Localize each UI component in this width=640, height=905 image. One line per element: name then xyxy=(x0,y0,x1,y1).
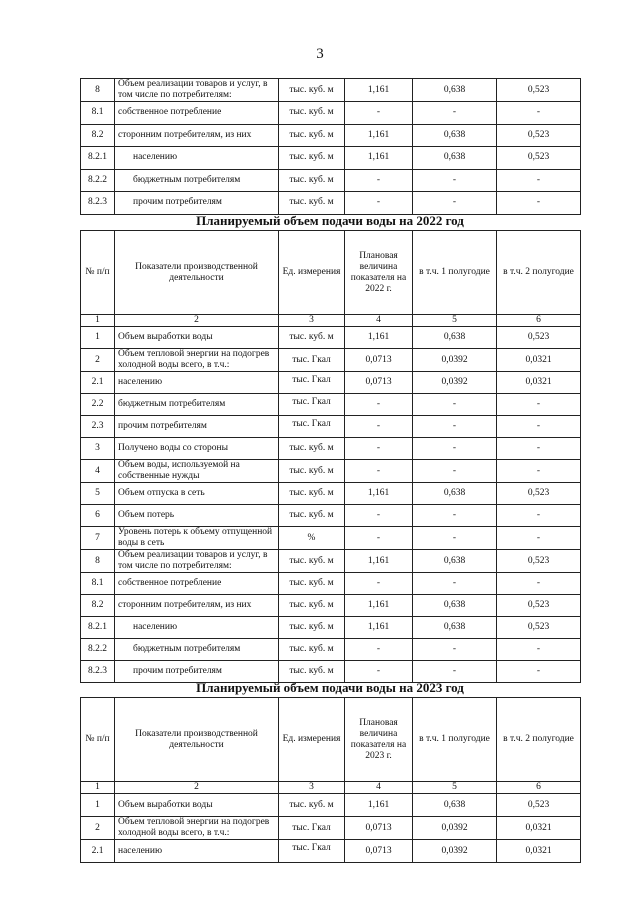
row-unit: тыс. куб. м xyxy=(279,505,345,527)
row-indicator: собственное потребление xyxy=(115,573,279,595)
colnum: 3 xyxy=(279,315,345,327)
row-half2-value: - xyxy=(497,527,581,550)
row-half2-value: 0,523 xyxy=(497,327,581,349)
row-half2-value: - xyxy=(497,416,581,438)
row-half1-value: - xyxy=(413,192,497,215)
row-half1-value: - xyxy=(413,505,497,527)
row-half1-value: 0,638 xyxy=(413,79,497,102)
row-number: 8.2.1 xyxy=(81,147,115,170)
table-row xyxy=(81,460,581,483)
row-plan-value: - xyxy=(345,527,413,550)
row-unit: тыс. куб. м xyxy=(279,169,345,192)
row-indicator: Получено воды со стороны xyxy=(115,438,279,460)
header-indicator: Показатели производственной деятельности xyxy=(115,698,279,782)
row-half1-value: 0,638 xyxy=(413,327,497,349)
row-plan-value: 0,0713 xyxy=(345,817,413,840)
header-no: № п/п xyxy=(81,698,115,782)
row-half1-value: - xyxy=(413,416,497,438)
table-2023 xyxy=(80,697,581,863)
row-number: 3 xyxy=(81,438,115,460)
row-half1-value: 0,0392 xyxy=(413,349,497,372)
table-row xyxy=(81,505,581,527)
row-indicator: населению xyxy=(115,840,279,863)
row-indicator: Уровень потерь к объему отпущенной воды в сеть xyxy=(115,527,279,550)
table-2023-body xyxy=(81,698,581,863)
row-indicator: бюджетным потребителям xyxy=(115,639,279,661)
header-half1: в т.ч. 1 полугодие xyxy=(413,231,497,315)
row-unit: % xyxy=(279,527,345,550)
row-half2-value: - xyxy=(497,438,581,460)
table-row xyxy=(81,595,581,617)
row-number: 2.2 xyxy=(81,394,115,416)
row-number: 6 xyxy=(81,505,115,527)
table-row xyxy=(81,349,581,372)
row-indicator: населению xyxy=(115,617,279,639)
table-row xyxy=(81,372,581,394)
header-half2: в т.ч. 2 полугодие xyxy=(497,698,581,782)
row-unit: тыс. Гкал xyxy=(279,817,345,840)
row-plan-value: 1,161 xyxy=(345,79,413,102)
row-half1-value: 0,638 xyxy=(413,483,497,505)
row-indicator: Объем выработки воды xyxy=(115,794,279,817)
header-plan: Плановая величина показателя на 2023 г. xyxy=(345,698,413,782)
row-half2-value: - xyxy=(497,102,581,125)
row-half2-value: 0,0321 xyxy=(497,349,581,372)
table-row xyxy=(81,147,581,170)
row-half2-value: 0,523 xyxy=(497,124,581,147)
table-header-row xyxy=(81,231,581,315)
row-plan-value: 1,161 xyxy=(345,595,413,617)
row-plan-value: 1,161 xyxy=(345,550,413,573)
row-indicator: Объем тепловой энергии на подогрев холодной воды всего, в т.ч.: xyxy=(115,349,279,372)
row-half1-value: 0,0392 xyxy=(413,817,497,840)
row-indicator: Объем реализации товаров и услуг, в том числе по потребителям: xyxy=(115,79,279,102)
row-number: 8.2.3 xyxy=(81,661,115,683)
table-row xyxy=(81,817,581,840)
row-indicator: прочим потребителям xyxy=(115,192,279,215)
row-half1-value: 0,638 xyxy=(413,124,497,147)
table-2022-body xyxy=(81,231,581,683)
row-half2-value: - xyxy=(497,394,581,416)
row-plan-value: 0,0713 xyxy=(345,349,413,372)
row-half2-value: 0,523 xyxy=(497,79,581,102)
table-row xyxy=(81,102,581,125)
row-half1-value: - xyxy=(413,394,497,416)
row-half1-value: 0,638 xyxy=(413,147,497,170)
colnum: 5 xyxy=(413,782,497,794)
row-unit: тыс. куб. м xyxy=(279,794,345,817)
row-half2-value: 0,523 xyxy=(497,147,581,170)
row-indicator: населению xyxy=(115,372,279,394)
row-number: 8.2.2 xyxy=(81,169,115,192)
table-row xyxy=(81,794,581,817)
row-half2-value: 0,523 xyxy=(497,595,581,617)
carryover-table-body xyxy=(81,79,581,215)
row-half1-value: 0,0392 xyxy=(413,372,497,394)
row-number: 2.3 xyxy=(81,416,115,438)
row-half1-value: 0,638 xyxy=(413,617,497,639)
table-row xyxy=(81,550,581,573)
colnum: 4 xyxy=(345,315,413,327)
row-number: 8 xyxy=(81,79,115,102)
row-unit: тыс. куб. м xyxy=(279,438,345,460)
row-unit: тыс. Гкал xyxy=(279,349,345,372)
row-indicator: Объем потерь xyxy=(115,505,279,527)
table-2022 xyxy=(80,230,581,683)
row-number: 8.1 xyxy=(81,573,115,595)
row-half2-value: 0,523 xyxy=(497,794,581,817)
row-indicator: Объем воды, используемой на собственные нужды xyxy=(115,460,279,483)
row-half1-value: 0,0392 xyxy=(413,840,497,863)
header-indicator: Показатели производственной деятельности xyxy=(115,231,279,315)
row-half1-value: - xyxy=(413,661,497,683)
row-plan-value: - xyxy=(345,505,413,527)
row-half2-value: - xyxy=(497,661,581,683)
table-row xyxy=(81,527,581,550)
row-number: 2.1 xyxy=(81,372,115,394)
row-unit: тыс. куб. м xyxy=(279,639,345,661)
row-plan-value: 1,161 xyxy=(345,483,413,505)
row-half1-value: - xyxy=(413,527,497,550)
row-indicator: Объем выработки воды xyxy=(115,327,279,349)
section-title-2023: Планируемый объем подачи воды на 2023 год xyxy=(196,680,464,695)
row-indicator: собственное потребление xyxy=(115,102,279,125)
table-row xyxy=(81,192,581,215)
row-plan-value: - xyxy=(345,460,413,483)
table-row xyxy=(81,483,581,505)
row-unit: тыс. куб. м xyxy=(279,595,345,617)
table-row xyxy=(81,124,581,147)
row-plan-value: - xyxy=(345,169,413,192)
row-number: 8.2 xyxy=(81,595,115,617)
row-unit: тыс. куб. м xyxy=(279,147,345,170)
row-plan-value: 1,161 xyxy=(345,327,413,349)
header-plan: Плановая величина показателя на 2022 г. xyxy=(345,231,413,315)
table-row xyxy=(81,327,581,349)
row-half1-value: 0,638 xyxy=(413,550,497,573)
row-unit: тыс. Гкал xyxy=(279,372,345,394)
row-half2-value: 0,0321 xyxy=(497,372,581,394)
colnum: 1 xyxy=(81,315,115,327)
row-number: 8.2.1 xyxy=(81,617,115,639)
table-row xyxy=(81,438,581,460)
row-indicator: Объем отпуска в сеть xyxy=(115,483,279,505)
row-indicator: Объем тепловой энергии на подогрев холодной воды всего, в т.ч.: xyxy=(115,817,279,840)
row-unit: тыс. куб. м xyxy=(279,460,345,483)
row-plan-value: - xyxy=(345,573,413,595)
row-half2-value: - xyxy=(497,505,581,527)
table-row xyxy=(81,573,581,595)
table-row xyxy=(81,840,581,863)
row-number: 1 xyxy=(81,794,115,817)
table-row xyxy=(81,394,581,416)
row-plan-value: 1,161 xyxy=(345,147,413,170)
header-unit: Ед. измерения xyxy=(279,698,345,782)
row-number: 5 xyxy=(81,483,115,505)
row-half1-value: 0,638 xyxy=(413,794,497,817)
row-unit: тыс. куб. м xyxy=(279,327,345,349)
colnum: 2 xyxy=(115,782,279,794)
row-plan-value: 0,0713 xyxy=(345,372,413,394)
header-no: № п/п xyxy=(81,231,115,315)
row-unit: тыс. куб. м xyxy=(279,102,345,125)
column-number-row xyxy=(81,315,581,327)
row-number: 8.2 xyxy=(81,124,115,147)
row-indicator: сторонним потребителям, из них xyxy=(115,124,279,147)
row-indicator: сторонним потребителям, из них xyxy=(115,595,279,617)
row-half1-value: - xyxy=(413,460,497,483)
row-half2-value: - xyxy=(497,192,581,215)
row-plan-value: - xyxy=(345,192,413,215)
row-indicator: прочим потребителям xyxy=(115,661,279,683)
row-number: 8 xyxy=(81,550,115,573)
row-unit: тыс. куб. м xyxy=(279,192,345,215)
row-half2-value: 0,0321 xyxy=(497,840,581,863)
colnum: 1 xyxy=(81,782,115,794)
page-number: 3 xyxy=(316,46,324,62)
row-half2-value: - xyxy=(497,460,581,483)
row-unit: тыс. Гкал xyxy=(279,394,345,416)
row-number: 1 xyxy=(81,327,115,349)
row-indicator: бюджетным потребителям xyxy=(115,394,279,416)
row-unit: тыс. Гкал xyxy=(279,840,345,863)
row-half1-value: - xyxy=(413,102,497,125)
row-number: 2.1 xyxy=(81,840,115,863)
row-unit: тыс. куб. м xyxy=(279,79,345,102)
row-plan-value: 0,0713 xyxy=(345,840,413,863)
row-half2-value: 0,0321 xyxy=(497,817,581,840)
row-plan-value: - xyxy=(345,102,413,125)
row-half2-value: 0,523 xyxy=(497,617,581,639)
header-half1: в т.ч. 1 полугодие xyxy=(413,698,497,782)
row-unit: тыс. куб. м xyxy=(279,550,345,573)
row-unit: тыс. куб. м xyxy=(279,617,345,639)
colnum: 2 xyxy=(115,315,279,327)
row-plan-value: - xyxy=(345,639,413,661)
row-number: 7 xyxy=(81,527,115,550)
row-half1-value: - xyxy=(413,169,497,192)
row-half1-value: 0,638 xyxy=(413,595,497,617)
row-half1-value: - xyxy=(413,573,497,595)
row-plan-value: - xyxy=(345,416,413,438)
section-title-2022: Планируемый объем подачи воды на 2022 год xyxy=(196,213,464,228)
row-number: 8.2.2 xyxy=(81,639,115,661)
row-unit: тыс. куб. м xyxy=(279,661,345,683)
colnum: 5 xyxy=(413,315,497,327)
row-half2-value: 0,523 xyxy=(497,483,581,505)
carryover-table xyxy=(80,78,581,215)
row-half2-value: - xyxy=(497,639,581,661)
table-header-row xyxy=(81,698,581,782)
row-indicator: прочим потребителям xyxy=(115,416,279,438)
row-plan-value: - xyxy=(345,394,413,416)
row-indicator: Объем реализации товаров и услуг, в том числе по потребителям: xyxy=(115,550,279,573)
column-number-row xyxy=(81,782,581,794)
row-indicator: населению xyxy=(115,147,279,170)
row-unit: тыс. куб. м xyxy=(279,483,345,505)
row-indicator: бюджетным потребителям xyxy=(115,169,279,192)
table-row xyxy=(81,79,581,102)
table-row xyxy=(81,639,581,661)
row-number: 8.1 xyxy=(81,102,115,125)
row-plan-value: - xyxy=(345,661,413,683)
row-number: 4 xyxy=(81,460,115,483)
colnum: 6 xyxy=(497,782,581,794)
table-row xyxy=(81,416,581,438)
row-plan-value: 1,161 xyxy=(345,617,413,639)
row-number: 8.2.3 xyxy=(81,192,115,215)
row-half2-value: - xyxy=(497,169,581,192)
table-row xyxy=(81,169,581,192)
row-unit: тыс. куб. м xyxy=(279,573,345,595)
header-half2: в т.ч. 2 полугодие xyxy=(497,231,581,315)
row-half1-value: - xyxy=(413,639,497,661)
row-number: 2 xyxy=(81,349,115,372)
row-half1-value: - xyxy=(413,438,497,460)
header-unit: Ед. измерения xyxy=(279,231,345,315)
row-unit: тыс. Гкал xyxy=(279,416,345,438)
row-plan-value: 1,161 xyxy=(345,124,413,147)
colnum: 4 xyxy=(345,782,413,794)
row-half2-value: 0,523 xyxy=(497,550,581,573)
table-row xyxy=(81,617,581,639)
colnum: 6 xyxy=(497,315,581,327)
row-plan-value: 1,161 xyxy=(345,794,413,817)
colnum: 3 xyxy=(279,782,345,794)
row-half2-value: - xyxy=(497,573,581,595)
row-plan-value: - xyxy=(345,438,413,460)
row-number: 2 xyxy=(81,817,115,840)
row-unit: тыс. куб. м xyxy=(279,124,345,147)
